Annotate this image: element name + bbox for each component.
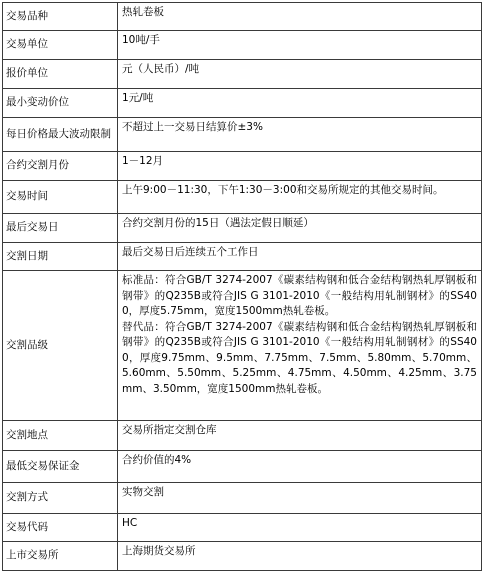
row-value: 交易所指定交割仓库	[118, 421, 482, 451]
row-value: 热轧卷板	[118, 3, 482, 31]
row-label: 交割日期	[3, 243, 118, 271]
row-label: 交割地点	[3, 421, 118, 451]
table-row	[3, 421, 482, 451]
table-row	[3, 89, 482, 118]
table-row	[3, 31, 482, 60]
row-label: 最小变动价位	[3, 89, 118, 118]
row-value: HC	[118, 514, 482, 542]
table-row	[3, 451, 482, 483]
row-label: 合约交割月份	[3, 152, 118, 181]
row-label: 报价单位	[3, 60, 118, 89]
row-value: 1－12月	[118, 152, 482, 181]
table-row	[3, 118, 482, 152]
standard-grade-text: 标准品：符合GB/T 3274-2007《碳素结构钢和低合金结构钢热轧厚钢板和钢带》的Q235B或符合JIS G 3101-2010《一般结构用轧制钢材》的SS400，厚度5.75mm，宽度1500mm热轧卷板。	[122, 274, 477, 317]
row-label: 最后交易日	[3, 214, 118, 243]
contract-spec-table	[2, 2, 482, 571]
row-label: 交易时间	[3, 181, 118, 214]
row-value: 10吨/手	[118, 31, 482, 60]
table-row	[3, 181, 482, 214]
row-label: 交易品种	[3, 3, 118, 31]
row-label: 交割品级	[3, 271, 118, 421]
row-value: 合约交割月份的15日（遇法定假日顺延）	[118, 214, 482, 243]
table-row	[3, 3, 482, 31]
row-value: 上午9:00－11:30，下午1:30－3:00和交易所规定的其他交易时间。	[118, 181, 482, 214]
table-row	[3, 60, 482, 89]
table-row	[3, 542, 482, 571]
row-value: 不超过上一交易日结算价±3%	[118, 118, 482, 152]
row-label: 上市交易所	[3, 542, 118, 571]
table-row	[3, 483, 482, 514]
table-row	[3, 152, 482, 181]
row-label: 交易单位	[3, 31, 118, 60]
table-row	[3, 243, 482, 271]
row-value: 实物交割	[118, 483, 482, 514]
row-value: 合约价值的4%	[118, 451, 482, 483]
row-value-multi	[118, 271, 482, 421]
row-value: 元（人民币）/吨	[118, 60, 482, 89]
row-value: 上海期货交易所	[118, 542, 482, 571]
row-label: 交易代码	[3, 514, 118, 542]
substitute-grade-text: 替代品：符合GB/T 3274-2007《碳素结构钢和低合金结构钢热轧厚钢板和钢带》的Q235B或符合JIS G 3101-2010《一般结构用轧制钢材》的SS400，厚度9.75mm、9.5mm、7.75mm、7.5mm、5.80mm、5.70mm、5.60mm、5.50mm、5.25mm、4.75mm、4.50mm、4.25mm、3.75mm、3.50mm，宽度1500mm热轧卷板。	[122, 320, 477, 395]
row-value: 1元/吨	[118, 89, 482, 118]
table-row	[3, 271, 482, 421]
row-label: 交割方式	[3, 483, 118, 514]
row-label: 最低交易保证金	[3, 451, 118, 483]
row-value: 最后交易日后连续五个工作日	[118, 243, 482, 271]
table-row	[3, 514, 482, 542]
row-label: 每日价格最大波动限制	[3, 118, 118, 152]
table-row	[3, 214, 482, 243]
